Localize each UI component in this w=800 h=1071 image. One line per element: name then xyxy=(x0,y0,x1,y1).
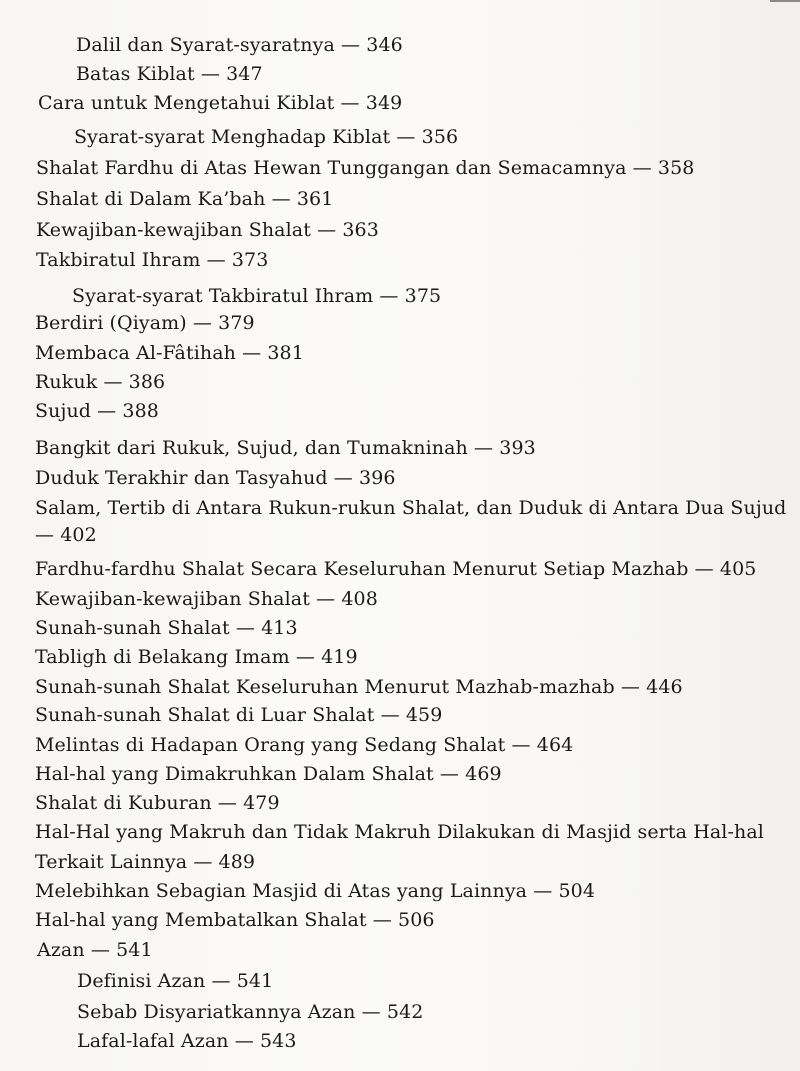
toc-entry: Shalat Fardhu di Atas Hewan Tunggangan dan Semacamnya — 358 xyxy=(36,157,695,179)
toc-entry: Sunah-sunah Shalat di Luar Shalat — 459 xyxy=(35,704,443,726)
toc-entry: Melintas di Hadapan Orang yang Sedang Shalat — 464 xyxy=(35,734,574,756)
toc-entry: Shalat di Dalam Ka’bah — 361 xyxy=(36,188,334,210)
toc-entry: Kewajiban-kewajiban Shalat — 363 xyxy=(36,219,379,241)
toc-entry: Duduk Terakhir dan Tasyahud — 396 xyxy=(35,467,396,489)
toc-entry: Cara untuk Mengetahui Kiblat — 349 xyxy=(38,92,403,114)
toc-entry: Rukuk — 386 xyxy=(35,371,166,393)
toc-entry: Batas Kiblat — 347 xyxy=(76,63,263,85)
toc-entry: Syarat-syarat Takbiratul Ihram — 375 xyxy=(72,285,442,307)
toc-entry: Kewajiban-kewajiban Shalat — 408 xyxy=(35,588,378,610)
toc-entry: Berdiri (Qiyam) — 379 xyxy=(35,312,255,334)
toc-entry: Hal-Hal yang Makruh dan Tidak Makruh Dilakukan di Masjid serta Hal-hal xyxy=(35,821,764,843)
page-edge-mark xyxy=(770,0,800,10)
toc-entry: Definisi Azan — 541 xyxy=(77,970,274,992)
toc-entry: Sebab Disyariatkannya Azan — 542 xyxy=(77,1001,424,1023)
toc-entry: Sujud — 388 xyxy=(35,400,159,422)
toc-entry: Salam, Tertib di Antara Rukun-rukun Shalat, dan Duduk di Antara Dua Sujud xyxy=(35,497,787,519)
toc-entry: Bangkit dari Rukuk, Sujud, dan Tumakninah — 393 xyxy=(35,437,536,459)
toc-entry: Hal-hal yang Membatalkan Shalat — 506 xyxy=(35,909,435,931)
toc-entry: Membaca Al-Fâtihah — 381 xyxy=(35,342,304,364)
toc-entry: Hal-hal yang Dimakruhkan Dalam Shalat — 469 xyxy=(35,763,502,785)
toc-entry: Tabligh di Belakang Imam — 419 xyxy=(35,646,358,668)
toc-entry: Lafal-lafal Azan — 543 xyxy=(77,1030,297,1052)
toc-entry: Shalat di Kuburan — 479 xyxy=(35,792,280,814)
toc-entry: Sunah-sunah Shalat Keseluruhan Menurut Mazhab-mazhab — 446 xyxy=(35,676,683,698)
toc-entry: — 402 xyxy=(35,524,97,546)
toc-entry: Dalil dan Syarat-syaratnya — 346 xyxy=(76,34,403,56)
toc-entry: Takbiratul Ihram — 373 xyxy=(36,249,269,271)
toc-entry: Fardhu-fardhu Shalat Secara Keseluruhan Menurut Setiap Mazhab — 405 xyxy=(35,558,757,580)
toc-entry: Melebihkan Sebagian Masjid di Atas yang Lainnya — 504 xyxy=(35,880,596,902)
toc-entry: Azan — 541 xyxy=(37,939,153,961)
toc-entry: Sunah-sunah Shalat — 413 xyxy=(35,617,298,639)
toc-entry: Terkait Lainnya — 489 xyxy=(35,851,256,873)
toc-entry: Syarat-syarat Menghadap Kiblat — 356 xyxy=(74,126,459,148)
